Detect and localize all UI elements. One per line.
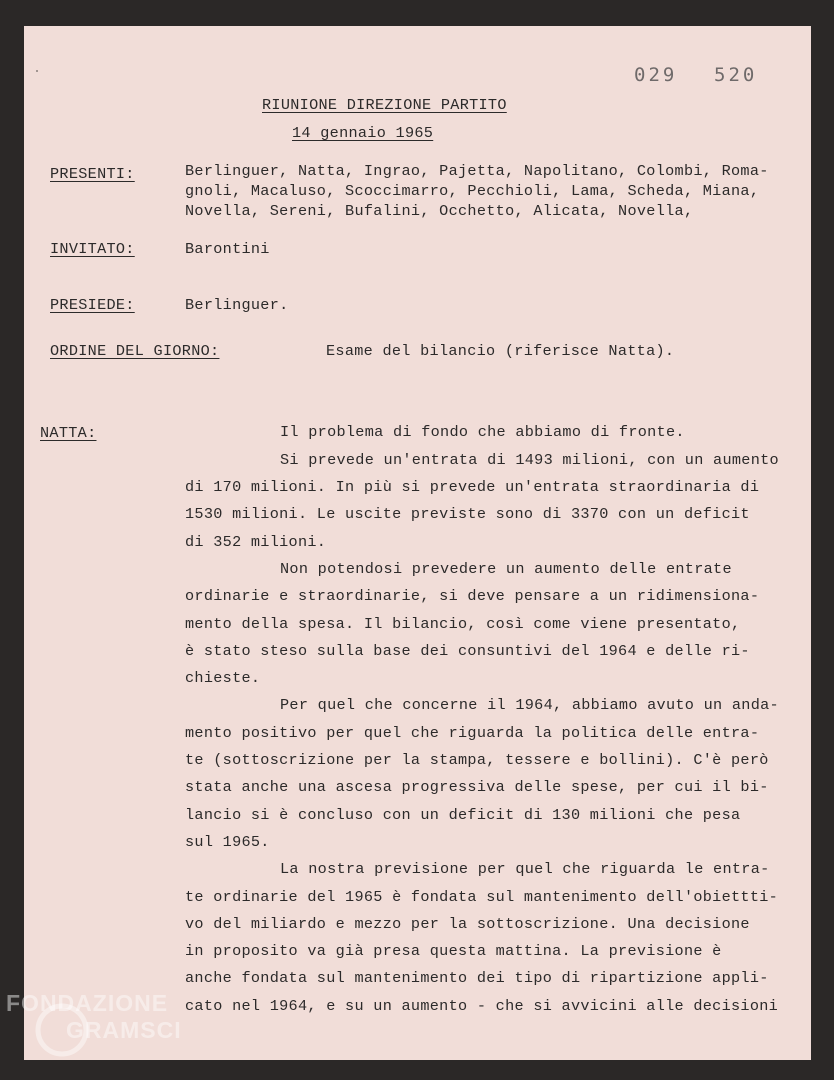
body-line: Il problema di fondo che abbiamo di fronte. xyxy=(280,423,685,441)
invitato-value: Barontini xyxy=(185,240,270,258)
watermark-line-2: GRAMSCI xyxy=(66,1017,182,1043)
presenti-line: Novella, Sereni, Bufalini, Occhetto, Alicata, Novella, xyxy=(185,202,694,220)
body-line: 1530 milioni. Le uscite previste sono di 3370 con un deficit xyxy=(185,505,750,523)
watermark-line-1: FONDAZIONE xyxy=(6,990,169,1016)
presenti-label: PRESENTI: xyxy=(50,165,135,183)
archive-number-left: 029 xyxy=(634,64,678,86)
presiede-value: Berlinguer. xyxy=(185,296,289,314)
presiede-label: PRESIEDE: xyxy=(50,296,135,314)
body-line: te (sottoscrizione per la stampa, tessere e bollini). C'è però xyxy=(185,751,769,769)
body-line: in proposito va già presa questa mattina. La previsione è xyxy=(185,942,722,960)
body-line: di 170 milioni. In più si prevede un'entrata straordinaria di xyxy=(185,478,760,496)
body-line: è stato steso sulla base dei consuntivi del 1964 e delle ri- xyxy=(185,642,750,660)
body-line: stata anche una ascesa progressiva delle spese, per cui il bi- xyxy=(185,778,769,796)
body-line: lancio si è concluso con un deficit di 130 milioni che pesa xyxy=(185,806,741,824)
invitato-label: INVITATO: xyxy=(50,240,135,258)
body-line: sul 1965. xyxy=(185,833,270,851)
body-line: te ordinarie del 1965 è fondata sul mantenimento dell'obiettti- xyxy=(185,888,779,906)
body-line: Per quel che concerne il 1964, abbiamo avuto un anda- xyxy=(280,696,779,714)
presenti-line: gnoli, Macaluso, Scoccimarro, Pecchioli, Lama, Scheda, Miana, xyxy=(185,182,760,200)
archive-number-right: 520 xyxy=(714,64,758,86)
body-line: La nostra previsione per quel che riguarda le entra- xyxy=(280,860,770,878)
document-page xyxy=(24,26,811,1060)
document-title: RIUNIONE DIREZIONE PARTITO xyxy=(262,96,507,114)
document-date: 14 gennaio 1965 xyxy=(292,124,434,142)
body-line: anche fondata sul mantenimento dei tipo di ripartizione appli- xyxy=(185,969,769,987)
ordine-label: ORDINE DEL GIORNO: xyxy=(50,342,220,360)
body-line: Si prevede un'entrata di 1493 milioni, con un aumento xyxy=(280,451,779,469)
ordine-value: Esame del bilancio (riferisce Natta). xyxy=(326,342,675,360)
body-line: Non potendosi prevedere un aumento delle entrate xyxy=(280,560,732,578)
paper-speck xyxy=(36,70,38,72)
speaker-label: NATTA: xyxy=(40,424,97,442)
body-line: vo del miliardo e mezzo per la sottoscrizione. Una decisione xyxy=(185,915,750,933)
body-line: di 352 milioni. xyxy=(185,533,327,551)
body-line: ordinarie e straordinarie, si deve pensare a un ridimensiona- xyxy=(185,587,760,605)
body-line: mento positivo per quel che riguarda la politica delle entra- xyxy=(185,724,760,742)
presenti-line: Berlinguer, Natta, Ingrao, Pajetta, Napolitano, Colombi, Roma- xyxy=(185,162,769,180)
body-line: chieste. xyxy=(185,669,261,687)
fondazione-gramsci-watermark xyxy=(4,988,214,1078)
body-line: cato nel 1964, e su un aumento - che si avvicini alle decisioni xyxy=(185,997,779,1015)
body-line: mento della spesa. Il bilancio, così come viene presentato, xyxy=(185,615,741,633)
